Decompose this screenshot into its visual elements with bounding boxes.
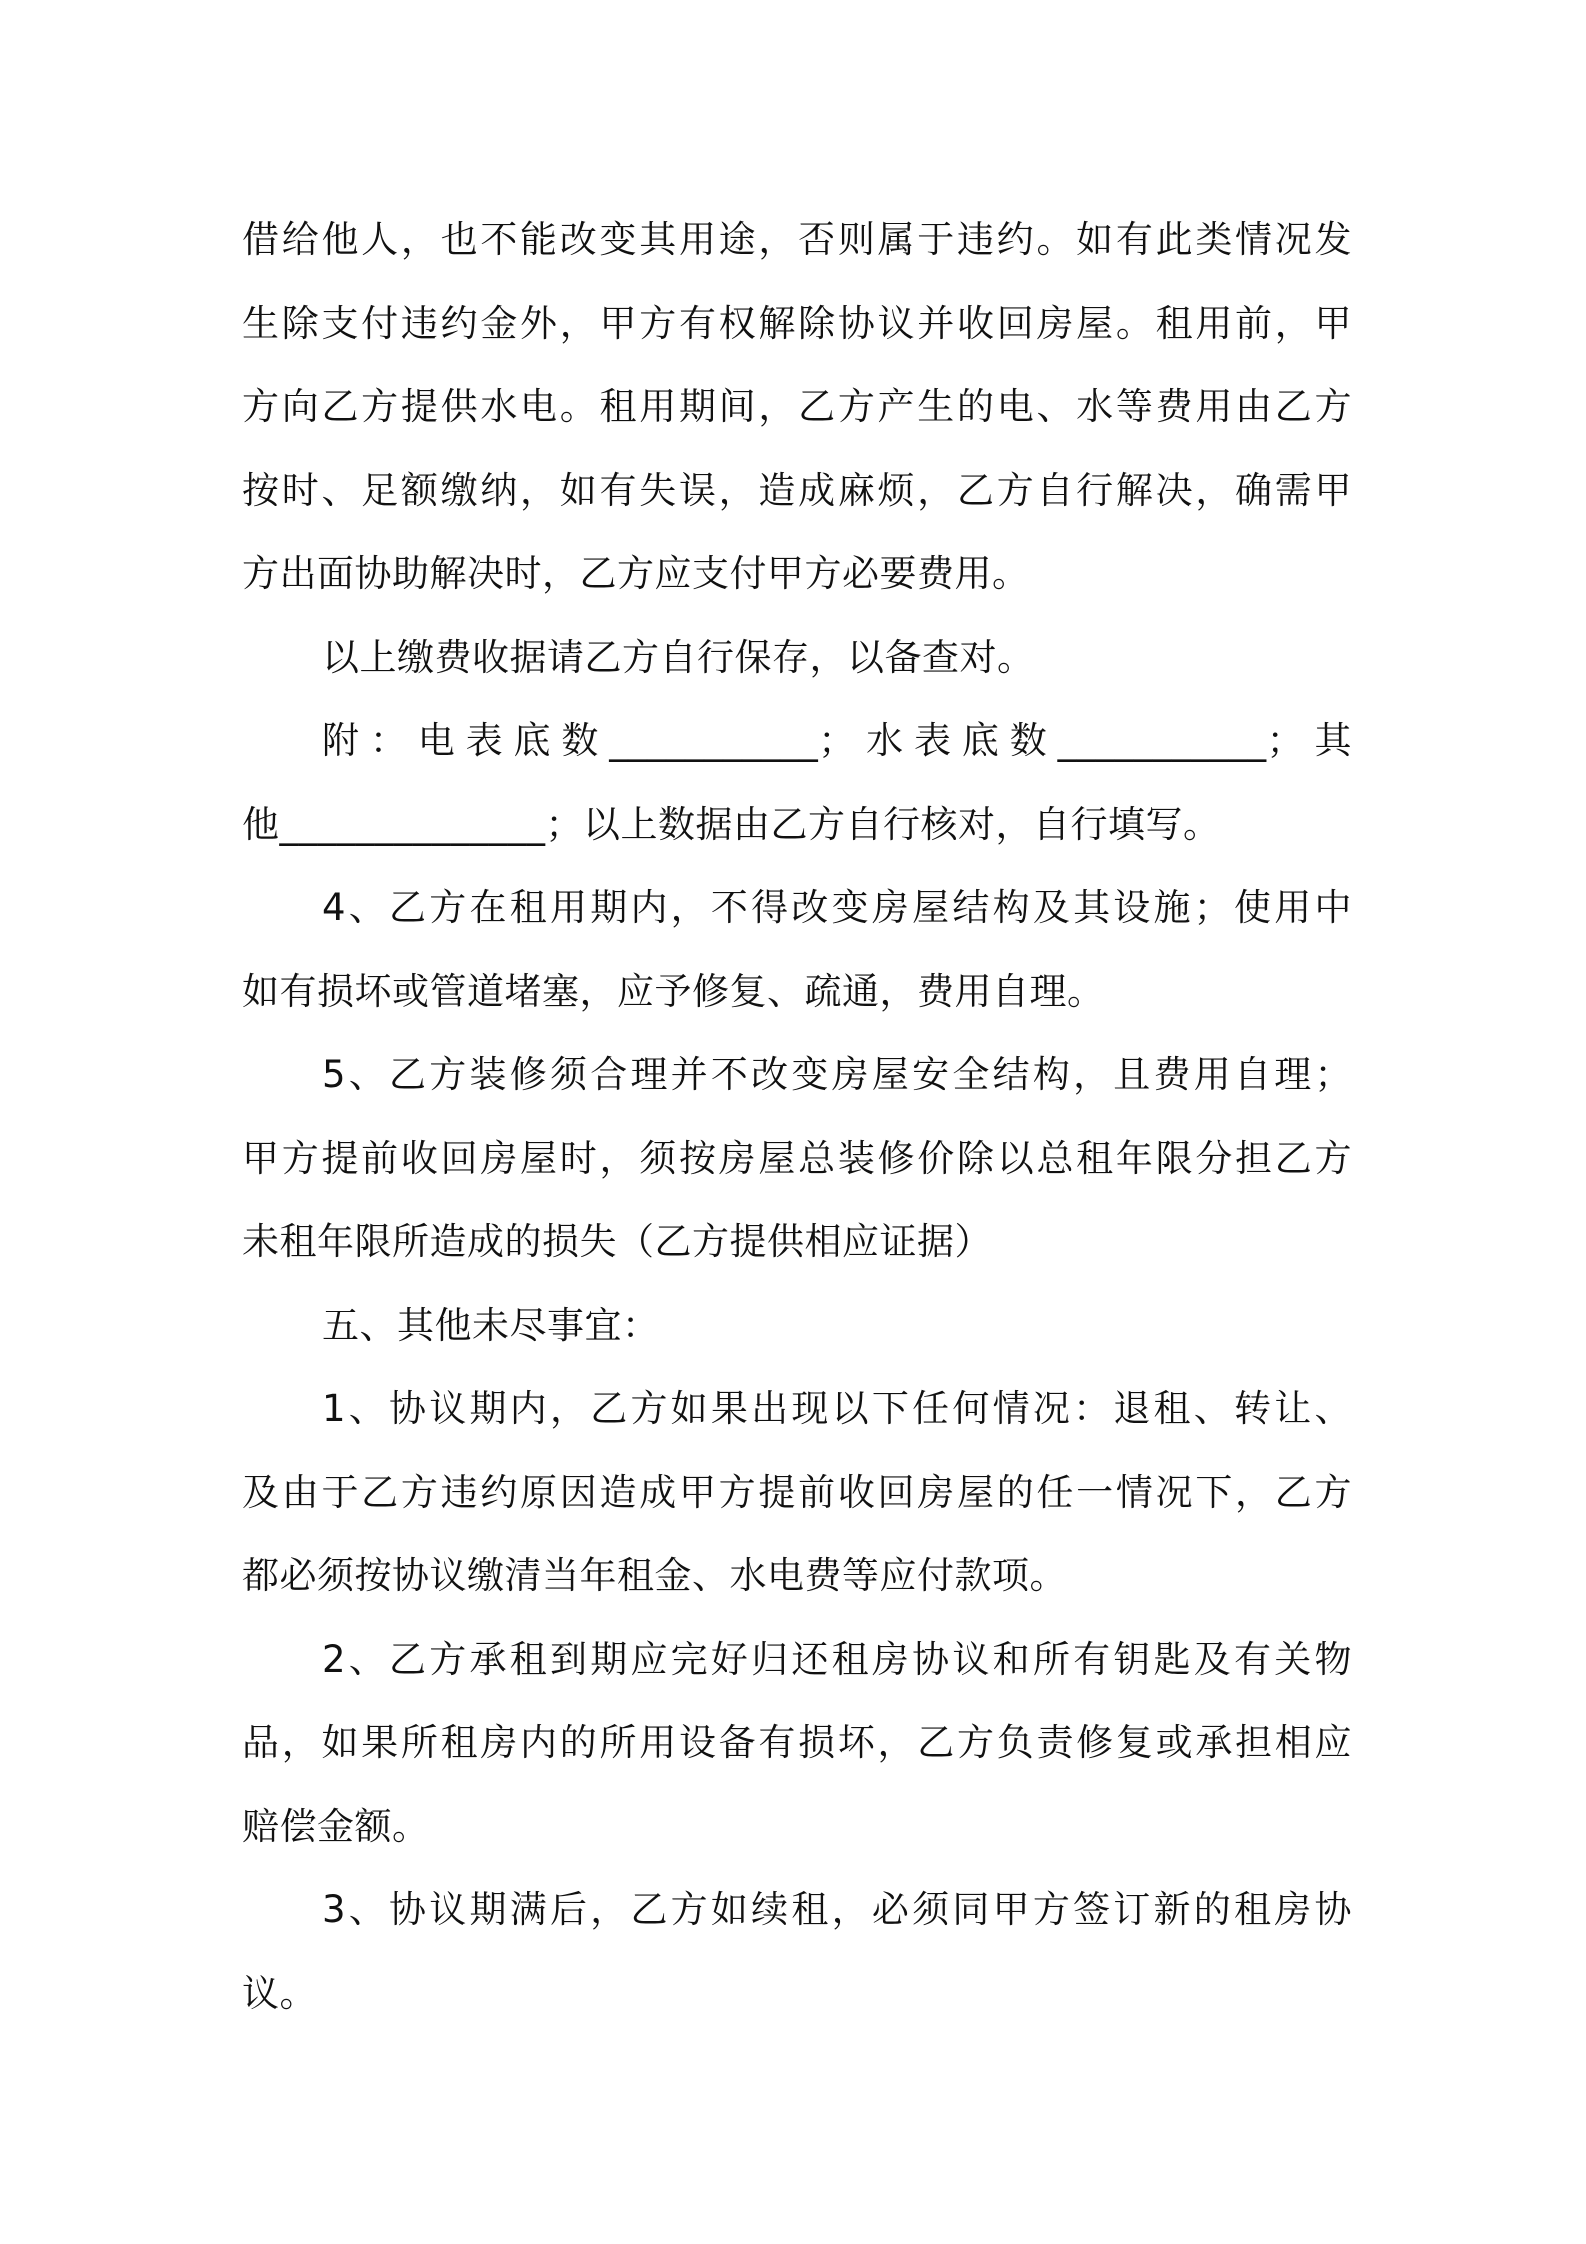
text-line: 品，如果所租房内的所用设备有损坏，乙方负责修复或承担相应 [242,1721,1352,1764]
text-line: 3、协议期满后，乙方如续租，必须同甲方签订新的租房协 [322,1888,1352,1931]
text-line: 借给他人，也不能改变其用途，否则属于违约。如有此类情况发 [242,218,1352,261]
text-line: 他______________；以上数据由乙方自行核对，自行填写。 [242,802,1221,846]
text-line: 都必须按协议缴清当年租金、水电费等应付款项。 [242,1554,1067,1597]
text-line: 4、乙方在租用期内，不得改变房屋结构及其设施；使用中 [322,886,1352,929]
text-line: 附：电表底数___________；水表底数___________；其 [322,719,1352,762]
text-line: 如有损坏或管道堵塞，应予修复、疏通，费用自理。 [242,969,1105,1013]
text-line: 甲方提前收回房屋时，须按房屋总装修价除以总租年限分担乙方 [242,1136,1352,1180]
text-line: 2、乙方承租到期应完好归还租房协议和所有钥匙及有关物 [322,1637,1352,1681]
text-line: 及由于乙方违约原因造成甲方提前收回房屋的任一情况下，乙方 [242,1470,1352,1514]
text-line: 议。 [242,1971,317,2015]
text-line: 方向乙方提供水电。租用期间，乙方产生的电、水等费用由乙方 [242,385,1352,428]
text-line: 5、乙方装修须合理并不改变房屋安全结构，且费用自理； [322,1053,1352,1096]
text-line: 按时、足额缴纳，如有失误，造成麻烦，乙方自行解决，确需甲 [242,468,1352,512]
text-line: 五、其他未尽事宜： [322,1303,660,1347]
document-body [242,198,1352,2035]
text-line: 以上缴费收据请乙方自行保存，以备查对。 [322,635,1035,679]
text-line: 生除支付违约金外，甲方有权解除协议并收回房屋。租用前，甲 [242,301,1352,345]
text-line: 未租年限所造成的损失（乙方提供相应证据） [242,1220,992,1263]
text-line: 赔偿金额。 [242,1804,430,1848]
text-line: 1、协议期内，乙方如果出现以下任何情况：退租、转让、 [322,1387,1352,1430]
text-line: 方出面协助解决时，乙方应支付甲方必要费用。 [242,552,1030,595]
